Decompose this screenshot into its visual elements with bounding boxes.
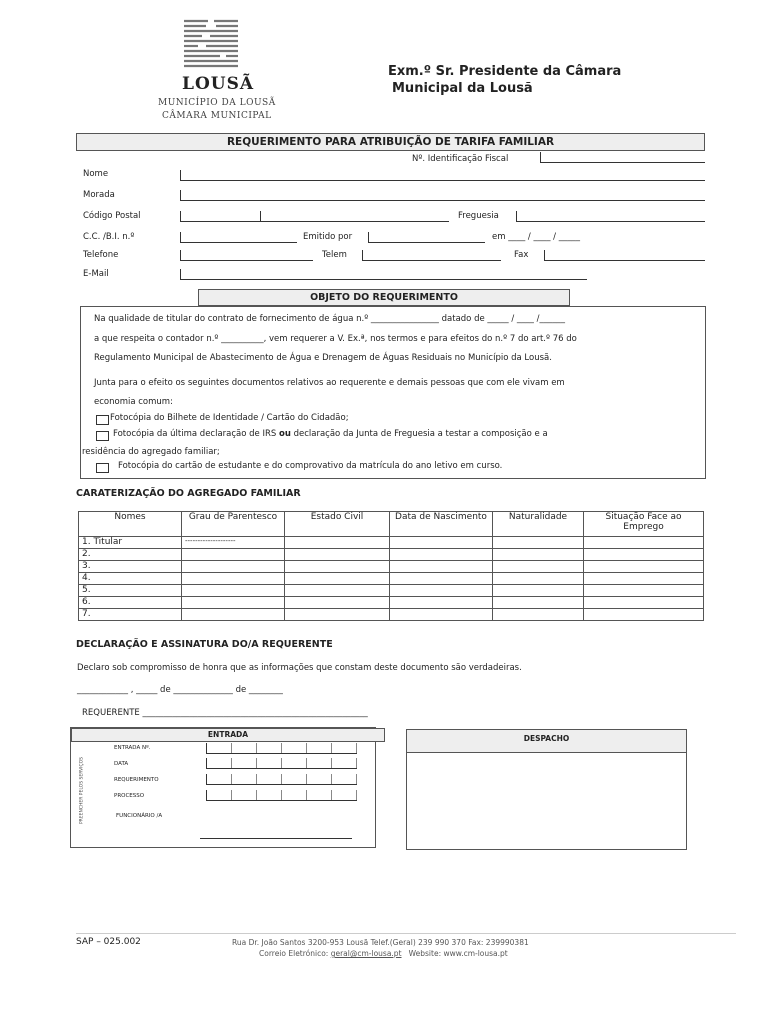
table-cell[interactable]	[182, 549, 285, 561]
addressee-line2: Municipal da Lousã	[392, 81, 533, 96]
table-cell[interactable]	[390, 573, 493, 585]
doc3-label: Fotocópia do cartão de estudante e do comprovativo da matrícula do ano letivo em curso.	[118, 461, 503, 471]
table-header-row	[79, 512, 704, 537]
table-cell[interactable]	[390, 537, 493, 549]
cc-input[interactable]	[180, 232, 297, 243]
footer-address: Rua Dr. João Santos 3200-953 Lousã Telef.(Geral) 239 990 370 Fax: 239990381	[232, 938, 529, 947]
freguesia-label: Freguesia	[458, 211, 499, 221]
doc2-text-c: declaração da Junta de Freguesia a testar a composição e a	[290, 429, 548, 439]
row-label: 5.	[79, 585, 182, 597]
row-label: 6.	[79, 597, 182, 609]
email-input[interactable]	[180, 269, 587, 280]
logo-graphic-icon	[180, 18, 242, 74]
col-nomes: Nomes	[79, 512, 182, 537]
table-cell[interactable]	[285, 549, 390, 561]
footer-email-label: Correio Eletrónico:	[259, 949, 331, 958]
municipality-name: MUNICÍPIO DA LOUSÃ	[158, 98, 276, 108]
col-grau: Grau de Parentesco	[182, 512, 285, 537]
col-data-nascimento: Data de Nascimento	[390, 512, 493, 537]
table-row[interactable]	[79, 561, 704, 573]
entrada-number-input[interactable]	[206, 743, 357, 754]
table-cell[interactable]	[285, 597, 390, 609]
doc2-label-cont: residência do agregado familiar;	[82, 447, 220, 457]
declaracao-date-line[interactable]: ____________ , _____ de ______________ de ________	[77, 685, 283, 695]
table-cell[interactable]	[584, 549, 704, 561]
table-cell[interactable]	[584, 573, 704, 585]
doc2-checkbox[interactable]	[96, 431, 109, 441]
objeto-title: OBJETO DO REQUERIMENTO	[198, 289, 570, 306]
table-cell[interactable]	[285, 585, 390, 597]
morada-input[interactable]	[180, 190, 705, 201]
table-cell[interactable]	[493, 549, 584, 561]
entrada-date-input[interactable]	[206, 758, 357, 769]
footer-website: Website: www.cm-lousa.pt	[401, 949, 508, 958]
table-cell[interactable]	[493, 597, 584, 609]
table-cell[interactable]	[584, 609, 704, 621]
row-label: 3.	[79, 561, 182, 573]
table-cell[interactable]	[390, 609, 493, 621]
funcionario-label: FUNCIONÁRIO /A	[116, 813, 163, 819]
nif-label: Nº. Identificação Fiscal	[412, 154, 509, 164]
table-cell[interactable]	[493, 573, 584, 585]
table-cell[interactable]	[182, 597, 285, 609]
table-cell[interactable]	[584, 561, 704, 573]
email-label: E-Mail	[83, 269, 109, 279]
telefone-label: Telefone	[83, 250, 119, 260]
nome-input[interactable]	[180, 170, 705, 181]
entrada-item-label: DATA	[114, 761, 129, 767]
em-date-field[interactable]: em ____ / ____ / _____	[492, 232, 580, 242]
table-row[interactable]	[79, 585, 704, 597]
table-cell[interactable]	[584, 585, 704, 597]
funcionario-signature-line[interactable]	[200, 838, 352, 839]
agregado-table	[78, 511, 704, 621]
row-label: 2.	[79, 549, 182, 561]
table-cell[interactable]	[182, 609, 285, 621]
objeto-p1: Na qualidade de titular do contrato de fornecimento de água n.º ________________ datado de _____ / ____ /______	[94, 314, 565, 324]
doc1-label: Fotocópia do Bilhete de Identidade / Cartão do Cidadão;	[110, 413, 349, 423]
agregado-title: CARATERIZAÇÃO DO AGREGADO FAMILIAR	[76, 488, 301, 499]
logo-name: LOUSÃ	[182, 74, 255, 94]
form-title: REQUERIMENTO PARA ATRIBUIÇÃO DE TARIFA FAMILIAR	[76, 133, 705, 151]
entrada-item-label: ENTRADA Nº.	[114, 745, 151, 751]
nif-input[interactable]	[540, 152, 705, 163]
table-cell[interactable]	[182, 561, 285, 573]
table-cell[interactable]	[182, 573, 285, 585]
codigo-postal-input-a[interactable]	[180, 211, 261, 222]
declaracao-text: Declaro sob compromisso de honra que as informações que constam deste documento são verdadeiras.	[77, 663, 522, 673]
emitido-input[interactable]	[368, 232, 485, 243]
cc-label: C.C. /B.I. n.º	[83, 232, 135, 242]
table-cell[interactable]	[390, 585, 493, 597]
doc2-label	[113, 429, 548, 439]
freguesia-input[interactable]	[516, 211, 705, 222]
nome-label: Nome	[83, 169, 109, 179]
col-situacao-emprego: Situação Face ao Emprego	[584, 512, 704, 537]
table-cell[interactable]	[390, 597, 493, 609]
footer-code: SAP – 025.002	[76, 937, 141, 947]
footer-email-link[interactable]: geral@cm-lousa.pt	[330, 949, 402, 958]
doc2-text-a: Fotocópia da última declaração de IRS	[113, 429, 279, 439]
requerente-signature-line[interactable]: REQUERENTE _____________________________________________________	[82, 708, 368, 718]
row-label: 1. Titular	[79, 537, 182, 549]
morada-label: Morada	[83, 190, 115, 200]
despacho-title: DESPACHO	[406, 729, 687, 753]
table-cell[interactable]	[285, 609, 390, 621]
table-cell[interactable]	[584, 597, 704, 609]
doc1-checkbox[interactable]	[96, 415, 109, 425]
codigo-postal-label: Código Postal	[83, 211, 141, 221]
table-row[interactable]	[79, 537, 704, 549]
objeto-p3: Regulamento Municipal de Abastecimento de Água e Drenagem de Águas Residuais no Município da Lousã.	[94, 353, 552, 363]
entrada-requerimento-input[interactable]	[206, 774, 357, 785]
table-cell[interactable]	[493, 537, 584, 549]
fax-label: Fax	[514, 250, 529, 260]
table-cell[interactable]	[285, 537, 390, 549]
doc2-text-or: ou	[279, 429, 291, 439]
entrada-item-label: REQUERIMENTO	[114, 777, 159, 783]
titular-grau: --------------------	[182, 537, 285, 549]
table-row[interactable]	[79, 573, 704, 585]
objeto-p4: Junta para o efeito os seguintes documentos relativos ao requerente e demais pessoas que com ele vivam em	[94, 378, 565, 388]
table-cell[interactable]	[390, 561, 493, 573]
objeto-p5: economia comum:	[94, 397, 173, 407]
doc3-checkbox[interactable]	[96, 463, 109, 473]
entrada-item-label: PROCESSO	[114, 793, 145, 799]
fax-input[interactable]	[544, 250, 705, 261]
table-cell[interactable]	[493, 609, 584, 621]
col-naturalidade: Naturalidade	[493, 512, 584, 537]
table-cell[interactable]	[493, 585, 584, 597]
col-estado-civil: Estado Civil	[285, 512, 390, 537]
municipality-logo	[180, 18, 242, 74]
table-cell[interactable]	[493, 561, 584, 573]
telem-label: Telem	[322, 250, 347, 260]
addressee-line1: Exm.º Sr. Presidente da Câmara	[388, 64, 622, 79]
table-row[interactable]	[79, 549, 704, 561]
footer-divider	[76, 933, 736, 934]
entrada-side-label: PREENCHER PELOS SERVIÇOS	[79, 756, 85, 825]
table-cell[interactable]	[390, 549, 493, 561]
footer-contact	[259, 949, 508, 958]
table-cell[interactable]	[182, 585, 285, 597]
table-row[interactable]	[79, 609, 704, 621]
table-cell[interactable]	[584, 537, 704, 549]
codigo-postal-input-b[interactable]	[260, 211, 449, 222]
table-cell[interactable]	[285, 561, 390, 573]
row-label: 7.	[79, 609, 182, 621]
objeto-p2: a que respeita o contador n.º __________, vem requerer a V. Ex.ª, nos termos e para efeitos do n.º 7 do art.º 76 do	[94, 334, 577, 344]
row-label: 4.	[79, 573, 182, 585]
emitido-label: Emitido por	[303, 232, 353, 242]
chamber-name: CÂMARA MUNICIPAL	[162, 111, 272, 121]
table-row[interactable]	[79, 597, 704, 609]
table-cell[interactable]	[285, 573, 390, 585]
telem-input[interactable]	[362, 250, 501, 261]
entrada-processo-input[interactable]	[206, 790, 357, 801]
telefone-input[interactable]	[180, 250, 313, 261]
entrada-title: ENTRADA	[71, 728, 385, 742]
declaracao-title: DECLARAÇÃO E ASSINATURA DO/A REQUERENTE	[76, 639, 333, 650]
